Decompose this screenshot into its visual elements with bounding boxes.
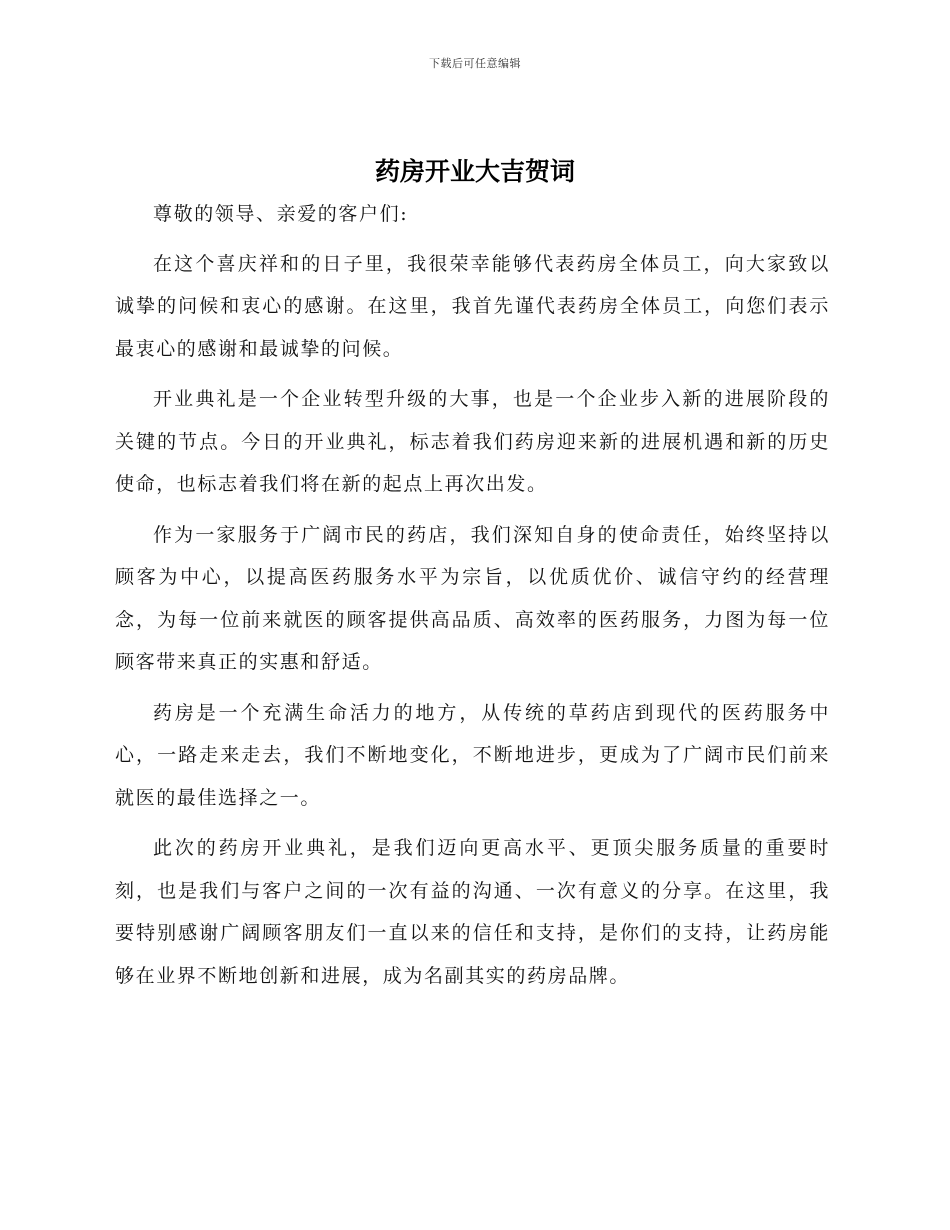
paragraph-2: 开业典礼是一个企业转型升级的大事，也是一个企业步入新的进展阶段的关键的节点。今日的开业典礼，标志着我们药房迎来新的进展机遇和新的历史使命，也标志着我们将在新的起点上再次出发。: [115, 388, 830, 495]
paragraph-4: 药房是一个充满生命活力的地方，从传统的草药店到现代的医药服务中心，一路走来走去，我们不断地变化，不断地进步，更成为了广阔市民们前来就医的最佳选择之一。: [115, 701, 830, 809]
greeting-line: 尊敬的领导、亲爱的客户们:: [153, 203, 409, 225]
document-body: [115, 193, 830, 1005]
paragraph-3: 作为一家服务于广阔市民的药店，我们深知自身的使命责任，始终坚持以顾客为中心，以提高医药服务水平为宗旨，以优质优价、诚信守约的经营理念，为每一位前来就医的顾客提供高品质、高效率的医药服务，力图为每一位顾客带来真正的实惠和舒适。: [115, 523, 830, 673]
paragraph-1: 在这个喜庆祥和的日子里，我很荣幸能够代表药房全体员工，向大家致以诚挚的问候和衷心的感谢。在这里，我首先谨代表药房全体员工，向您们表示最衷心的感谢和最诚挚的问候。: [115, 252, 830, 360]
header-note: 下载后可任意编辑: [429, 57, 521, 70]
paragraph-5: 此次的药房开业典礼，是我们迈向更高水平、更顶尖服务质量的重要时刻，也是我们与客户之间的一次有益的沟通、一次有意义的分享。在这里，我要特别感谢广阔顾客朋友们一直以来的信任和支持，是你们的支持，让药房能够在业界不断地创新和进展，成为名副其实的药房品牌。: [115, 837, 830, 987]
document-title: 药房开业大吉贺词: [374, 157, 575, 186]
